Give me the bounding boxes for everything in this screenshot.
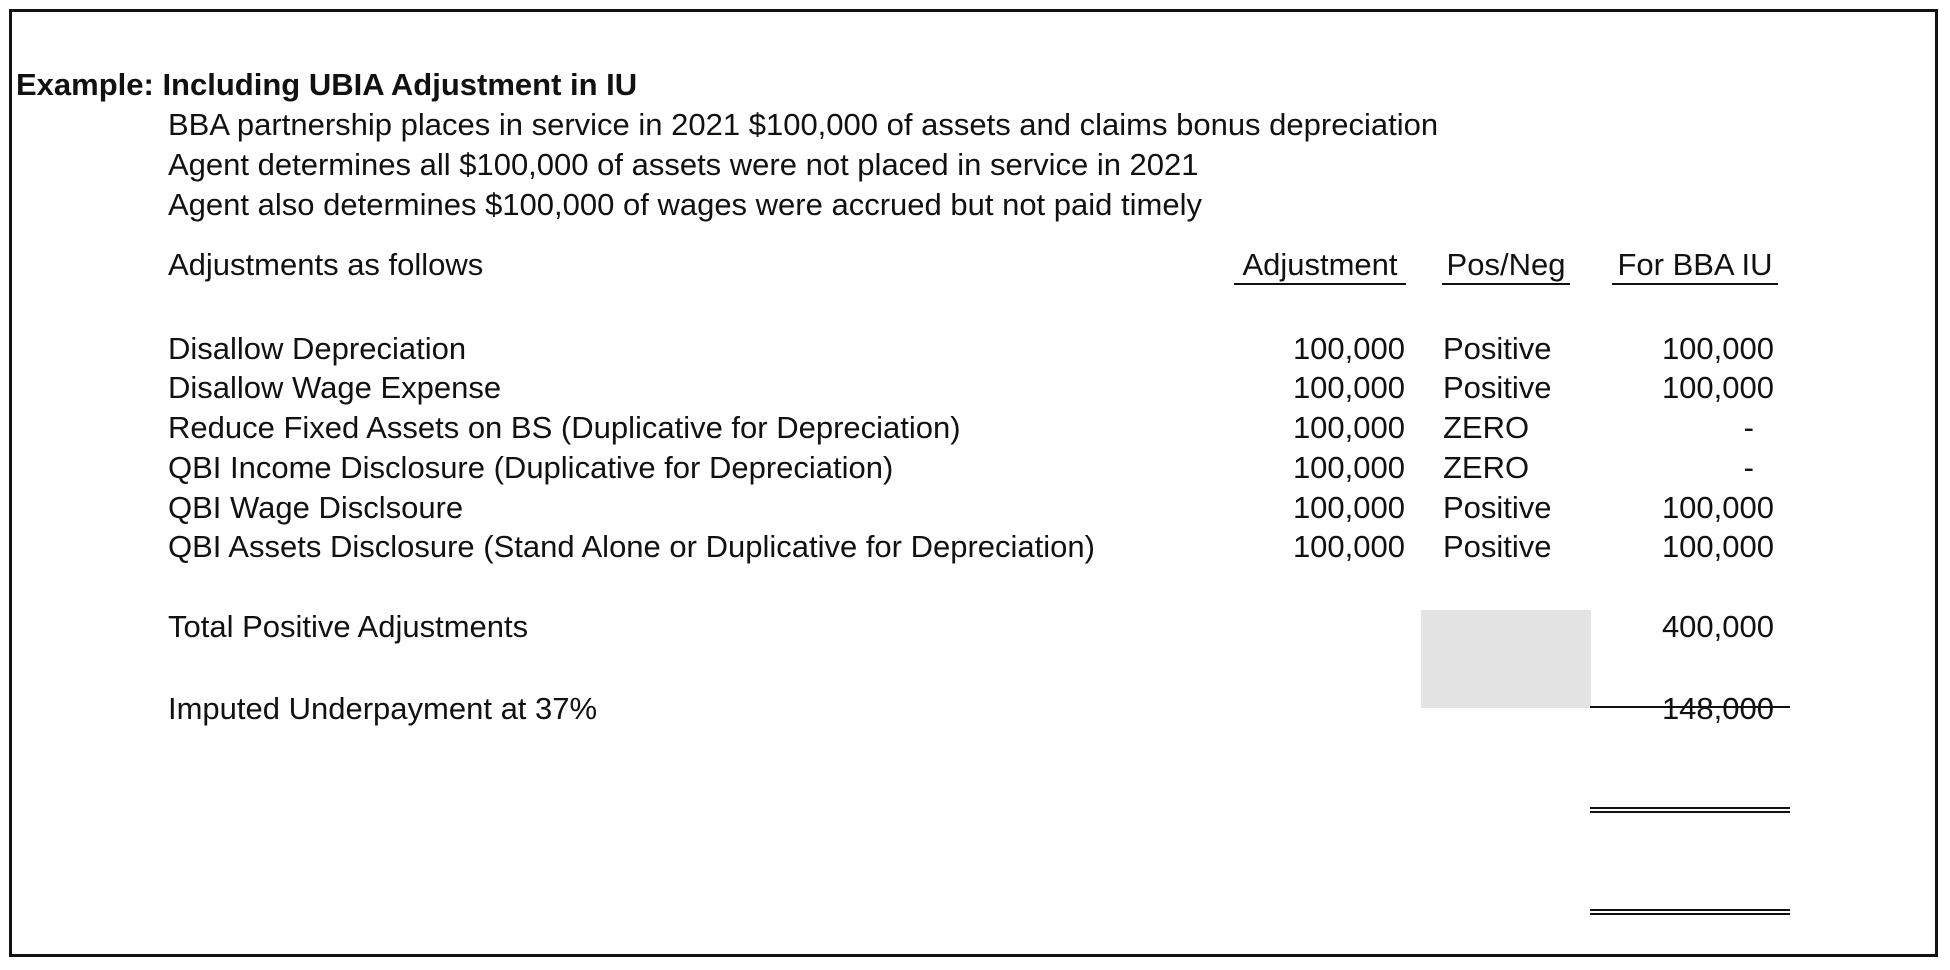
imputed-value: 148,000 [1661, 691, 1774, 726]
row-4-label: QBI Income Disclosure (Duplicative for Depreciation) [168, 450, 894, 485]
row-6-for-bba-iu: 100,000 [1661, 529, 1774, 564]
highlight-cells [1421, 610, 1591, 708]
row-3-adjustment: 100,000 [1292, 410, 1405, 445]
imputed-label: Imputed Underpayment at 37% [168, 691, 598, 726]
row-6-adjustment: 100,000 [1292, 529, 1405, 564]
row-1-for-bba-iu: 100,000 [1661, 331, 1774, 366]
row-2-for-bba-iu: 100,000 [1661, 370, 1774, 405]
intro-line-1: BBA partnership places in service in 2021 $100,000 of assets and claims bonus depreciation [168, 107, 1439, 142]
imputed-double-underline [1590, 909, 1790, 915]
example-title: Example: Including UBIA Adjustment in IU [16, 67, 638, 102]
section-label: Adjustments as follows [168, 247, 484, 282]
row-1-adjustment: 100,000 [1292, 331, 1405, 366]
row-4-pos-neg: ZERO [1443, 450, 1530, 485]
row-3-label: Reduce Fixed Assets on BS (Duplicative for Depreciation) [168, 410, 961, 445]
row-1-label: Disallow Depreciation [168, 331, 467, 366]
row-2-label: Disallow Wage Expense [168, 370, 502, 405]
intro-line-2: Agent determines all $100,000 of assets were not placed in service in 2021 [168, 147, 1199, 182]
header-for-bba-iu-underline [1612, 283, 1778, 285]
header-pos-neg-underline [1442, 283, 1570, 285]
row-3-pos-neg: ZERO [1443, 410, 1530, 445]
header-pos-neg: Pos/Neg [1446, 247, 1566, 282]
total-double-underline [1590, 807, 1790, 813]
row-6-pos-neg: Positive [1443, 529, 1552, 564]
header-adjustment: Adjustment [1242, 247, 1398, 282]
total-value: 400,000 [1661, 609, 1774, 644]
row-5-label: QBI Wage Disclsoure [168, 490, 464, 525]
intro-line-3: Agent also determines $100,000 of wages were accrued but not paid timely [168, 187, 1202, 222]
header-for-bba-iu: For BBA IU [1617, 247, 1773, 282]
header-adjustment-underline [1234, 283, 1406, 285]
row-3-for-bba-iu: - [1743, 410, 1754, 445]
row-4-for-bba-iu: - [1743, 450, 1754, 485]
total-label: Total Positive Adjustments [168, 609, 529, 644]
row-4-adjustment: 100,000 [1292, 450, 1405, 485]
row-6-label: QBI Assets Disclosure (Stand Alone or Duplicative for Depreciation) [168, 529, 1095, 564]
row-5-pos-neg: Positive [1443, 490, 1552, 525]
row-5-for-bba-iu: 100,000 [1661, 490, 1774, 525]
row-5-adjustment: 100,000 [1292, 490, 1405, 525]
row-2-adjustment: 100,000 [1292, 370, 1405, 405]
row-2-pos-neg: Positive [1443, 370, 1552, 405]
row-1-pos-neg: Positive [1443, 331, 1552, 366]
